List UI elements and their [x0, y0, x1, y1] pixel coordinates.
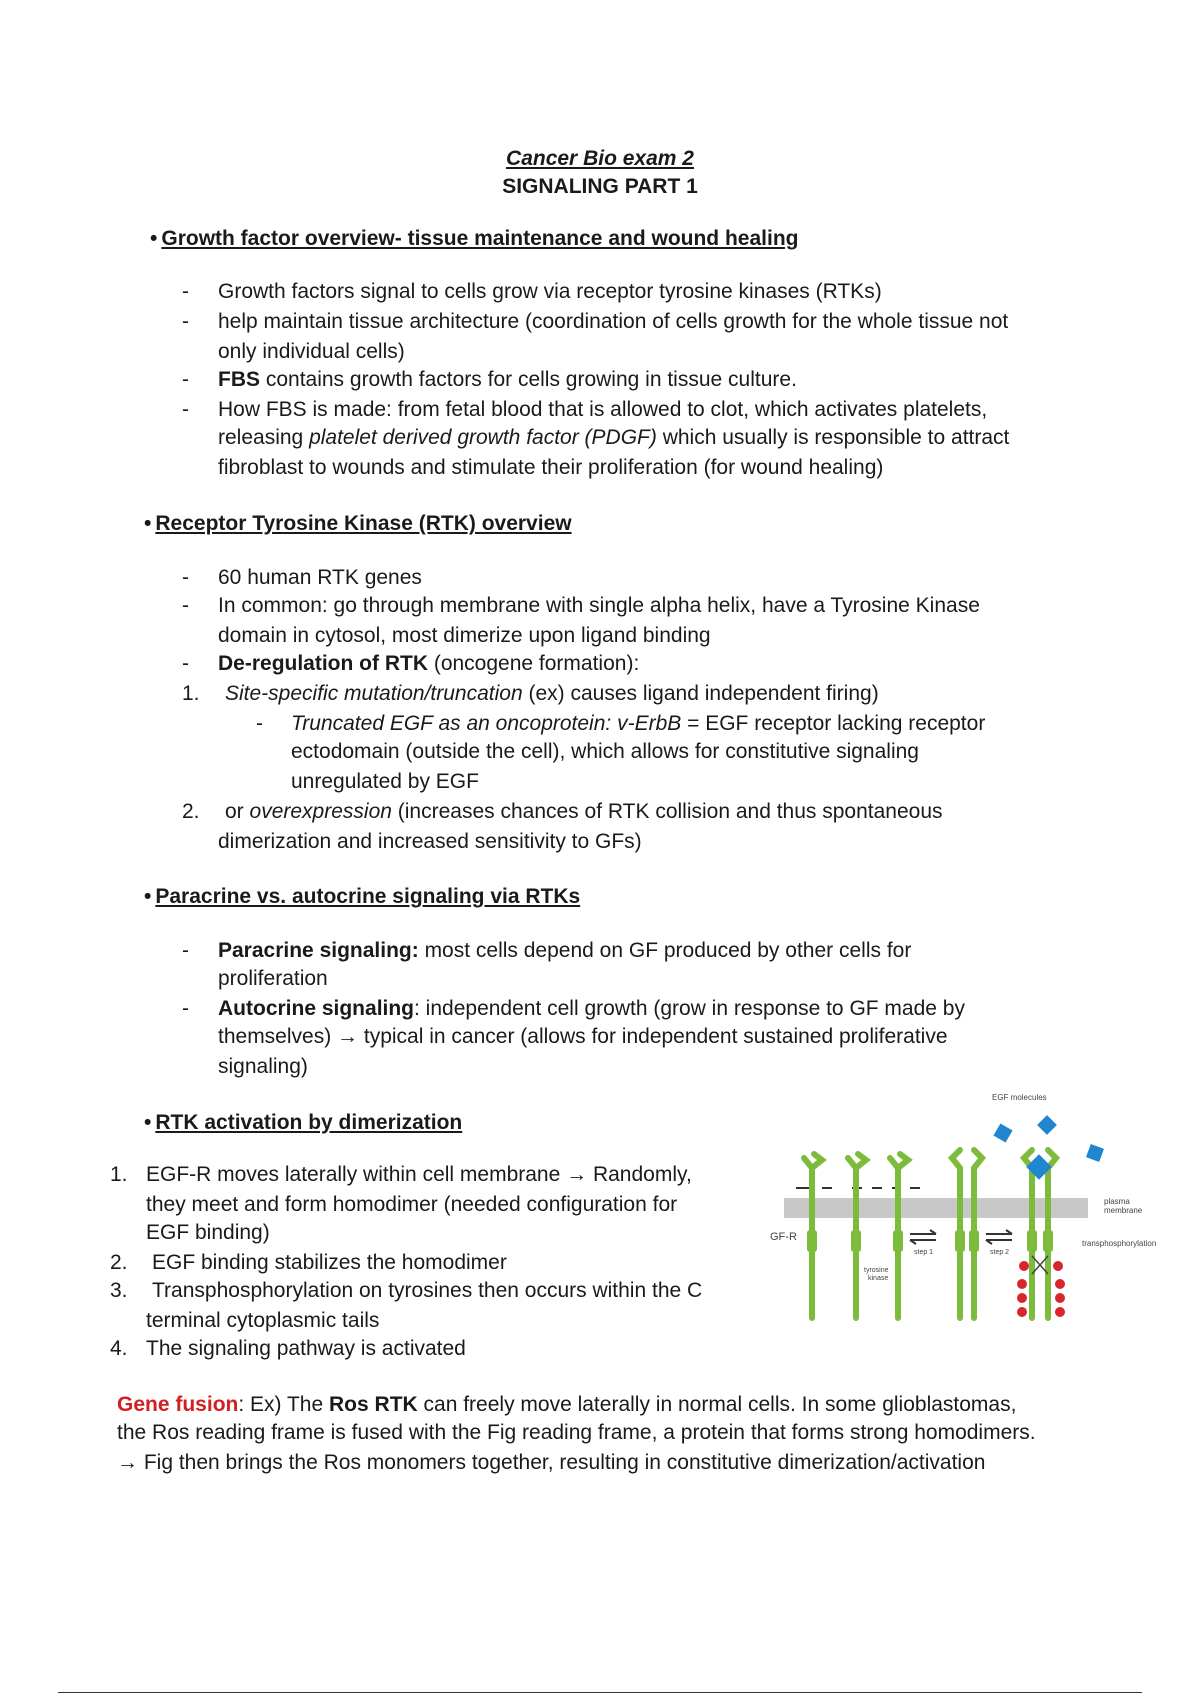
plasma-label: plasma: [1104, 1197, 1130, 1206]
bottom-divider: [58, 1692, 1142, 1693]
gene-fusion-line-3: → Fig then brings the Ros monomers together, resulting in constitutive dimerization/activation: [117, 1451, 986, 1474]
page-title: Cancer Bio exam 2: [506, 147, 694, 170]
numbered-item-continued: they meet and form homodimer (needed configuration for: [146, 1193, 678, 1216]
list-item-continued: signaling): [218, 1055, 308, 1078]
phosphate-icons: [1017, 1261, 1065, 1317]
sub-list-item-continued: unregulated by EGF: [291, 770, 479, 793]
membrane-label: membrane: [1104, 1206, 1143, 1215]
list-item-continued: only individual cells): [218, 340, 405, 363]
section-heading-paracrine: • Paracrine vs. autocrine signaling via RTKs: [144, 885, 581, 908]
list-item-continued: themselves) → typical in cancer (allows for independent sustained proliferative: [218, 1025, 948, 1048]
transphosphorylation-label: transphosphorylation: [1082, 1239, 1157, 1248]
kinase-label: kinase: [868, 1275, 889, 1282]
numbered-item-continued: terminal cytoplasmic tails: [146, 1309, 380, 1332]
section-heading-growth-factor: • Growth factor overview- tissue maintenance and wound healing: [150, 227, 799, 250]
tyrosine-label: tyrosine: [864, 1267, 889, 1274]
section-heading-dimerization: • RTK activation by dimerization: [144, 1111, 463, 1134]
page-subtitle: SIGNALING PART 1: [502, 175, 698, 198]
step1-label: step 1: [914, 1249, 934, 1256]
numbered-item-continued: EGF binding): [146, 1221, 270, 1244]
list-item-continued: domain in cytosol, most dimerize upon ligand binding: [218, 624, 711, 647]
list-item-continued: fibroblast to wounds and stimulate their proliferation (for wound healing): [218, 456, 884, 479]
sub-list-item-continued: ectodomain (outside the cell), which allows for constitutive signaling: [291, 740, 919, 763]
list-item-continued: proliferation: [218, 967, 328, 990]
gene-fusion-line-1: Gene fusion: Ex) The Ros RTK can freely move laterally in normal cells. In some glioblastomas,: [117, 1393, 1017, 1416]
step2-label: step 2: [990, 1249, 1010, 1256]
egf-molecules-label: EGF molecules: [992, 1093, 1047, 1102]
list-item-continued: releasing platelet derived growth factor (PDGF) which usually is responsible to attract: [218, 426, 1010, 449]
numbered-item-continued: dimerization and increased sensitivity to GFs): [218, 830, 642, 853]
gene-fusion-line-2: the Ros reading frame is fused with the Fig reading frame, a protein that forms strong homodimers.: [117, 1421, 1036, 1444]
plasma-membrane: [784, 1198, 1088, 1218]
rtk-dimerization-diagram: [760, 1088, 1190, 1328]
section-heading-rtk-overview: • Receptor Tyrosine Kinase (RTK) overview: [144, 512, 572, 535]
gfr-label: GF-R: [770, 1231, 797, 1243]
